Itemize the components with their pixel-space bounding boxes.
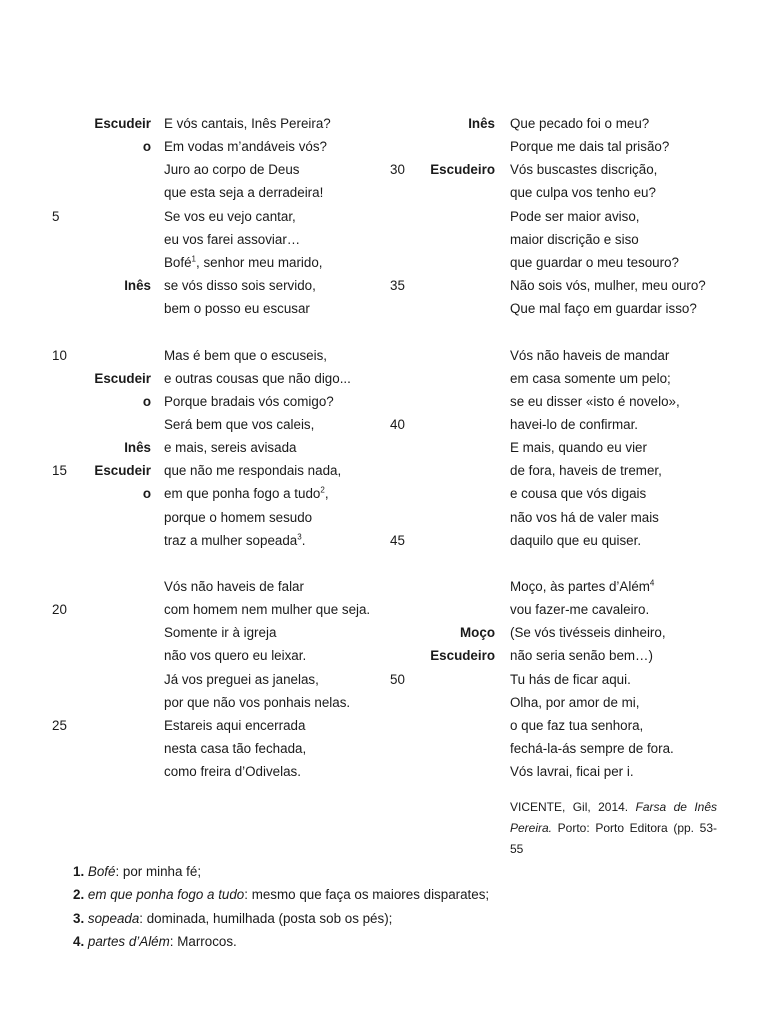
verse-text: e mais, sereis avisada: [164, 440, 297, 456]
verse-line: [0, 367, 768, 390]
verse-text: Somente ir à igreja: [164, 625, 277, 641]
verse-line: [0, 390, 768, 413]
speaker-name: Escudeir: [94, 370, 151, 386]
footnote-marker: 4: [649, 578, 655, 588]
verse-text: em que ponha fogo a tudo$^2$,: [164, 485, 329, 502]
verse-text: E vós cantais, Inês Pereira?: [164, 116, 331, 131]
verse-line: [0, 598, 768, 621]
speaker-name: o: [142, 393, 151, 409]
line-number: 10: [52, 347, 67, 363]
verse-text: nesta casa tão fechada,: [164, 741, 307, 757]
verse-text: não seria senão bem…): [510, 648, 653, 664]
footnote-marker: 3: [297, 532, 302, 542]
line-number: 45: [390, 532, 405, 548]
line-number: 35: [390, 278, 405, 294]
verse-text: Porque me dais tal prisão?: [510, 139, 670, 155]
verse-line: [0, 205, 768, 228]
speaker-name: Inês: [468, 116, 495, 131]
speaker-name: Escudeiro: [430, 648, 495, 664]
footnote-marker: 2: [320, 485, 325, 495]
verse-text: Vós buscastes discrição,: [510, 162, 658, 178]
line-number: 40: [390, 416, 405, 432]
verse-text: Que pecado foi o meu?: [510, 116, 650, 131]
citation: [510, 797, 717, 860]
verse-text: como freira d’Odivelas.: [164, 764, 301, 780]
verse-line: [0, 621, 768, 644]
verse-text: Vós não haveis de falar: [164, 579, 304, 594]
verse-line: [0, 552, 768, 575]
verse-line: [0, 644, 768, 667]
line-number: 5: [52, 208, 60, 224]
speaker-name: Escudeir: [94, 116, 151, 131]
verse-text: Vós lavrai, ficai per i.: [510, 764, 634, 780]
verse-text: que guardar o meu tesouro?: [510, 254, 679, 270]
verse-text: e cousa que vós digais: [510, 486, 647, 502]
line-number: 50: [390, 671, 405, 687]
verse-line: [0, 482, 768, 505]
verse-text: eu vos farei assoviar…: [164, 231, 301, 247]
verse-text: se vós disso sois servido,: [164, 278, 316, 294]
verse-text: Porque bradais vós comigo?: [164, 393, 334, 409]
verse-text: com homem nem mulher que seja.: [164, 602, 371, 618]
line-number: 15: [52, 463, 67, 479]
verse-text: maior discrição e siso: [510, 231, 639, 247]
footnote: 1. Bofé: por minha fé;: [73, 864, 202, 879]
verse-text: que não me respondais nada,: [164, 463, 342, 479]
verse-text: Juro ao corpo de Deus: [164, 162, 300, 178]
verse-line: [0, 691, 768, 714]
verse-line: [0, 737, 768, 760]
citation-publisher: Porto: Porto Editora (pp. 53-55: [510, 821, 717, 856]
verse-text: Olha, por amor de mi,: [510, 694, 640, 710]
verse-text: Que mal faço em guardar isso?: [510, 301, 697, 317]
verse-text: havei-lo de confirmar.: [510, 416, 639, 432]
verse-text: Mas é bem que o escuseis,: [164, 347, 328, 363]
verse-text: Já vos preguei as janelas,: [164, 671, 319, 687]
verse-text: Tu hás de ficar aqui.: [510, 671, 631, 687]
line-number: 20: [52, 602, 67, 618]
verse-text: de fora, haveis de tremer,: [510, 463, 662, 479]
verse-line: [0, 112, 768, 135]
line-number: 25: [52, 717, 67, 733]
verse-line: [0, 297, 768, 320]
verse-text: Será bem que vos caleis,: [164, 416, 315, 432]
verse-text: traz a mulher sopeada$^3$.: [164, 532, 306, 548]
verse-text: não vos há de valer mais: [510, 509, 659, 525]
verse-line: [0, 158, 768, 181]
verse-text: não vos quero eu leixar.: [164, 648, 307, 664]
speaker-name: o: [142, 139, 151, 155]
verse-text: que esta seja a derradeira!: [164, 185, 324, 201]
verse-text: em casa somente um pelo;: [510, 370, 671, 386]
verse-line: [0, 344, 768, 367]
verse-line: [0, 575, 768, 598]
speaker-name: Inês: [124, 440, 151, 456]
footnote: 2. em que ponha fogo a tudo: mesmo que faça os maiores disparates;: [73, 887, 490, 903]
verse-text: E mais, quando eu vier: [510, 440, 647, 456]
speaker-name: o: [142, 486, 151, 502]
verse-text: Não sois vós, mulher, meu ouro?: [510, 278, 706, 294]
verse-text: vou fazer-me cavaleiro.: [510, 602, 650, 618]
verse-line: [0, 506, 768, 529]
verse-text: e outras cousas que não digo...: [164, 370, 351, 386]
speaker-name: Escudeir: [94, 463, 151, 479]
citation-author: VICENTE, Gil, 2014.: [510, 800, 636, 814]
verse-text: fechá-la-ás sempre de fora.: [510, 741, 674, 757]
verse-text: Estareis aqui encerrada: [164, 717, 306, 733]
speaker-name: Moço: [460, 625, 495, 641]
verse-text: Em vodas m’andáveis vós?: [164, 139, 327, 155]
verse-text: o que faz tua senhora,: [510, 717, 644, 733]
verse-text: daquilo que eu quiser.: [510, 532, 642, 548]
verse-line: [0, 459, 768, 482]
verse-text: Se vos eu vejo cantar,: [164, 208, 296, 224]
verse-line: [0, 251, 768, 274]
verse-line: [0, 228, 768, 251]
verse-text: Moço, às partes d’Além$^4$: [510, 578, 655, 594]
footnotes: [73, 860, 713, 953]
verse-line: [0, 135, 768, 158]
verse-text: que culpa vos tenho eu?: [510, 185, 656, 201]
citation-title: Farsa de Inês Pereira.: [510, 800, 718, 835]
footnote-marker: 1: [191, 254, 196, 264]
verse-text: (Se vós tivésseis dinheiro,: [510, 625, 666, 641]
verse-line: [0, 436, 768, 459]
verse-text: bem o posso eu escusar: [164, 301, 310, 317]
verse-line: [0, 668, 768, 691]
line-number: 30: [390, 162, 405, 178]
verse-text: Bofé$^1$, senhor meu marido,: [164, 254, 323, 270]
speaker-name: Inês: [124, 278, 151, 294]
footnote: 3. sopeada: dominada, humilhada (posta sob os pés);: [73, 910, 393, 926]
verse-text: Pode ser maior aviso,: [510, 208, 640, 224]
speaker-name: Escudeiro: [430, 162, 495, 178]
verse-text: porque o homem sesudo: [164, 509, 313, 525]
verse-text: se eu disser «isto é novelo»,: [510, 393, 680, 409]
verse-line: [0, 714, 768, 737]
verse-line: [0, 181, 768, 204]
footnote: 4. partes d’Além: Marrocos.: [73, 933, 237, 949]
verse-text: por que não vos ponhais nelas.: [164, 694, 351, 710]
verse-line: [0, 760, 768, 783]
verse-text: Vós não haveis de mandar: [510, 347, 670, 363]
verse-line: [0, 274, 768, 297]
verse-line: [0, 320, 768, 343]
verse-line: [0, 413, 768, 436]
verse-line: [0, 529, 768, 552]
